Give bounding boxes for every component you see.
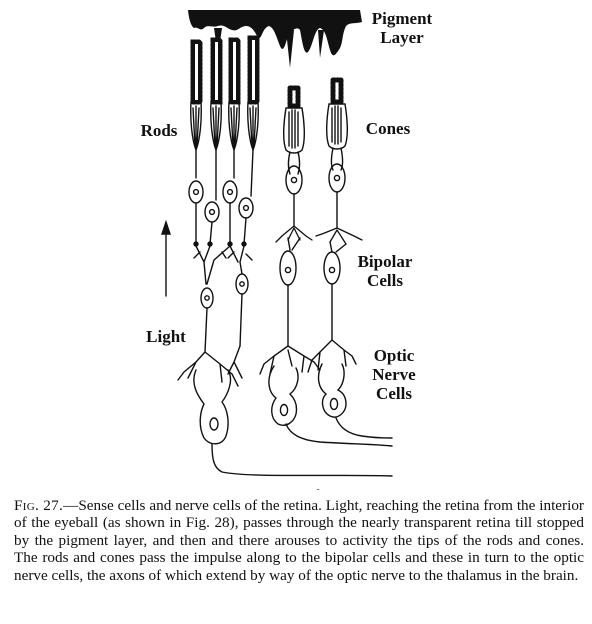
optic-nerve-cell [178, 346, 392, 476]
cone-cell [316, 80, 362, 244]
label-bipolar-cells: Bipolar Cells [357, 252, 413, 290]
bipolar-cell [194, 246, 230, 352]
rod-cells [189, 38, 258, 246]
figure-label: Fig. 27. [14, 497, 64, 514]
bipolar-cell [280, 238, 300, 346]
figure-caption [14, 497, 584, 584]
rod-cell [239, 38, 258, 244]
label-light: Light [146, 327, 186, 346]
light-arrow [162, 222, 170, 296]
label-cones: Cones [365, 119, 411, 138]
bipolar-cells [194, 238, 346, 352]
label-optic-nerve-cells: Optic Nerve Cells [372, 346, 416, 403]
bipolar-cell [324, 242, 346, 340]
rod-cell [205, 40, 221, 244]
label-rods: Rods [140, 121, 178, 140]
cone-cell [276, 88, 312, 242]
rod-cell [223, 40, 239, 244]
label-pigment-layer: Pigment Layer [371, 9, 433, 47]
cone-cells [276, 80, 362, 244]
bipolar-cell [228, 246, 252, 346]
rod-cell [189, 42, 203, 244]
caption-text: —Sense cells and nerve cells of the retina. Light, reaching the retina from the interior of the eyeball (as shown in Fig. 28), passes through the nearly transparent retina till stopped by the pigment layer, and then and there arouses to activity the tips of the rods and cones. The rods and cones pass the impulse along to the bipolar cells and these in turn to the optic nerve cells, the axons of which extend by way of the optic nerve to the thalamus in the brain. [14, 497, 584, 584]
optic-nerve-cells [178, 340, 392, 476]
